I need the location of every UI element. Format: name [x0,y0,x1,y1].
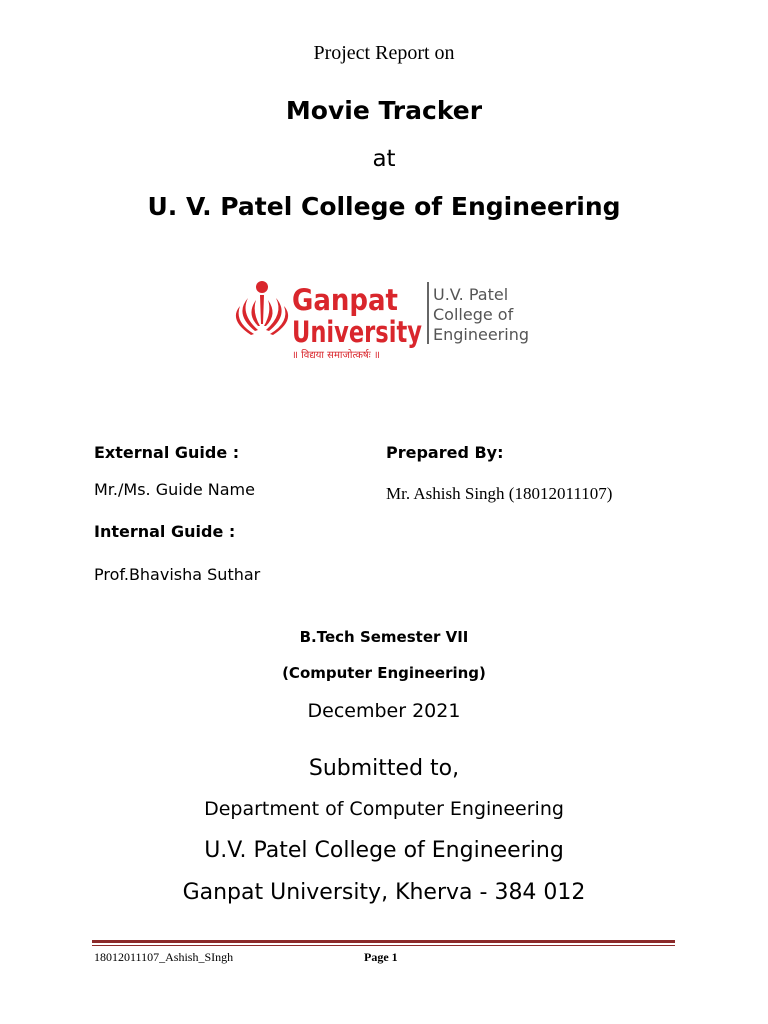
university-logo [232,276,538,366]
logo-university-line2: University [292,315,423,349]
prepared-by-name: Mr. Ashish Singh (18012011107) [386,484,613,503]
logo-motto: ॥ विद्यया समाजोत्कर्षः ॥ [292,350,380,361]
logo-college-line1: U.V. Patel [433,285,509,304]
footer-student-id: 18012011107_Ashish_SIngh [94,950,234,964]
logo-college-line2: College of [433,305,514,324]
branch-line: (Computer Engineering) [282,664,486,682]
degree-line: B.Tech Semester VII [299,628,469,646]
internal-guide-name: Prof.Bhavisha Suthar [94,565,261,584]
footer-rule [92,940,675,947]
university-line: Ganpat University, Kherva - 384 012 [182,880,586,905]
date-line: December 2021 [307,700,461,722]
department-line: Department of Computer Engineering [204,798,564,820]
college-line: U.V. Patel College of Engineering [204,838,564,863]
footer-page-number: Page 1 [364,950,398,964]
logo-college-line3: Engineering [433,325,529,344]
external-guide-name: Mr./Ms. Guide Name [94,480,255,499]
prepared-by-label: Prepared By: [386,443,504,462]
footer-rule-thick [92,940,675,943]
college-heading: U. V. Patel College of Engineering [147,192,621,221]
submitted-to: Submitted to, [308,756,460,781]
logo-university-line1: Ganpat [292,283,399,317]
internal-guide-label: Internal Guide : [94,522,236,541]
footer-rule-thin [92,945,675,946]
project-title: Movie Tracker [285,96,483,125]
at-word: at [372,146,396,172]
external-guide-label: External Guide : [94,443,240,462]
logo-divider [427,282,429,344]
ganpat-flame-emblem-icon [236,281,288,335]
report-intro: Project Report on [313,42,455,64]
